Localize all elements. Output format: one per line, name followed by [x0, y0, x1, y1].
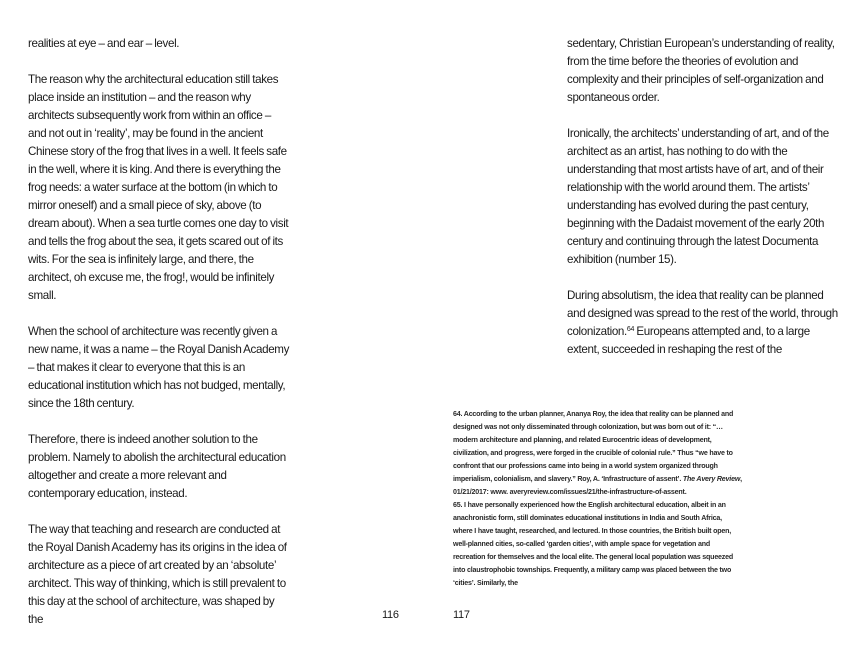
paragraph-text: During absolutism, the idea that reality can be planned and designed was spread to the rest of the world, through colonization. — [567, 289, 838, 338]
paragraph: The way that teaching and research are conducted at the Royal Danish Academy has its origins in the idea of architecture as a piece of art created by an ‘absolute’ architect. This way of thinking, which is still prevalent to this day at the school of architecture, was shaped by the — [28, 523, 287, 626]
footnote-65: 65. I have personally experienced how the English architectural education, albeit in an anachronistic form, still dominates educational institutions in India and South Africa, where I have taught, researched, and lectured. In those countries, the British built open, well-planned cities, so-called ‘garden cities’, with ample space for vegetation and recreation for themselves and the local elite. The general local population was squeezed into claustrophobic townships. Frequently, a military camp was placed between the two ‘cities’. Similarly, the — [453, 501, 734, 587]
paragraph: The reason why the architectural education still takes place inside an institution – and the reason why architects subsequently work from within an office – and not out in ‘reality’, may be found in the ancient Chinese story of the frog that lives in a well. It feels safe in the well, where it is king. And there is everything the frog needs: a water surface at the bottom (in which to mirror oneself) and a small piece of sky, above (to dream about). When a sea turtle comes one day to visit and tells the frog about the sea, it gets scared out of its wits. For the sea is infinitely large, and there, the architect, oh excuse me, the frog!, would be infinitely small. — [28, 73, 289, 302]
footnote-64 — [453, 408, 743, 499]
page-number-right: 117 — [453, 609, 470, 621]
paragraph — [567, 287, 839, 359]
journal-title: The Avery Review — [682, 475, 741, 483]
footnote-text: , 01/21/2017: www. averyreview.com/issues/21/the-infrastructure-of-assent. — [453, 475, 742, 496]
paragraph: When the school of architecture was recently given a new name, it was a name – the Royal Danish Academy – that makes it clear to everyone that this is an educational institution which has not budged, mentally, since the 18th century. — [28, 325, 290, 410]
right-page — [425, 0, 850, 652]
footnote-text: 64. According to the urban planner, Ananya Roy, the idea that reality can be planned and designed was not only disseminated through colonization, but was born out of it: “… modern architecture and planning, and related Eurocentric ideas of development, civilization, and progress, were forged in the crucible of colonial rule.” Thus “we have to confront that our professions came into being in a world system organized through imperialism, colonialism, and slavery.” Roy, A. ‘Infrastructure of assent’. — [453, 410, 734, 483]
paragraph: realities at eye – and ear – level. — [28, 37, 180, 50]
page-number-left: 116 — [382, 609, 399, 621]
paragraph: sedentary, Christian European’s understanding of reality, from the time before the theories of evolution and complexity and their principles of self-organization and spontaneous order. — [567, 37, 835, 104]
paragraph: Therefore, there is indeed another solution to the problem. Namely to abolish the architectural education altogether and create a more relevant and contemporary education, instead. — [28, 433, 286, 500]
footnote-reference[interactable]: 64 — [626, 326, 634, 333]
footnotes — [453, 408, 743, 590]
left-body-text — [28, 35, 290, 647]
right-body-text — [567, 35, 839, 377]
paragraph-text: Europeans attempted and, to a large extent, succeeded in reshaping the rest of the — [567, 325, 810, 356]
paragraph: Ironically, the architects’ understanding of art, and of the architect as an artist, has nothing to do with the understanding that most artists have of art, and of their relationship with the world around them. The artists’ understanding has evolved during the past century, beginning with the Dadaist movement of the early 20th century and continuing through the latest Documenta exhibition (number 15). — [567, 127, 829, 266]
